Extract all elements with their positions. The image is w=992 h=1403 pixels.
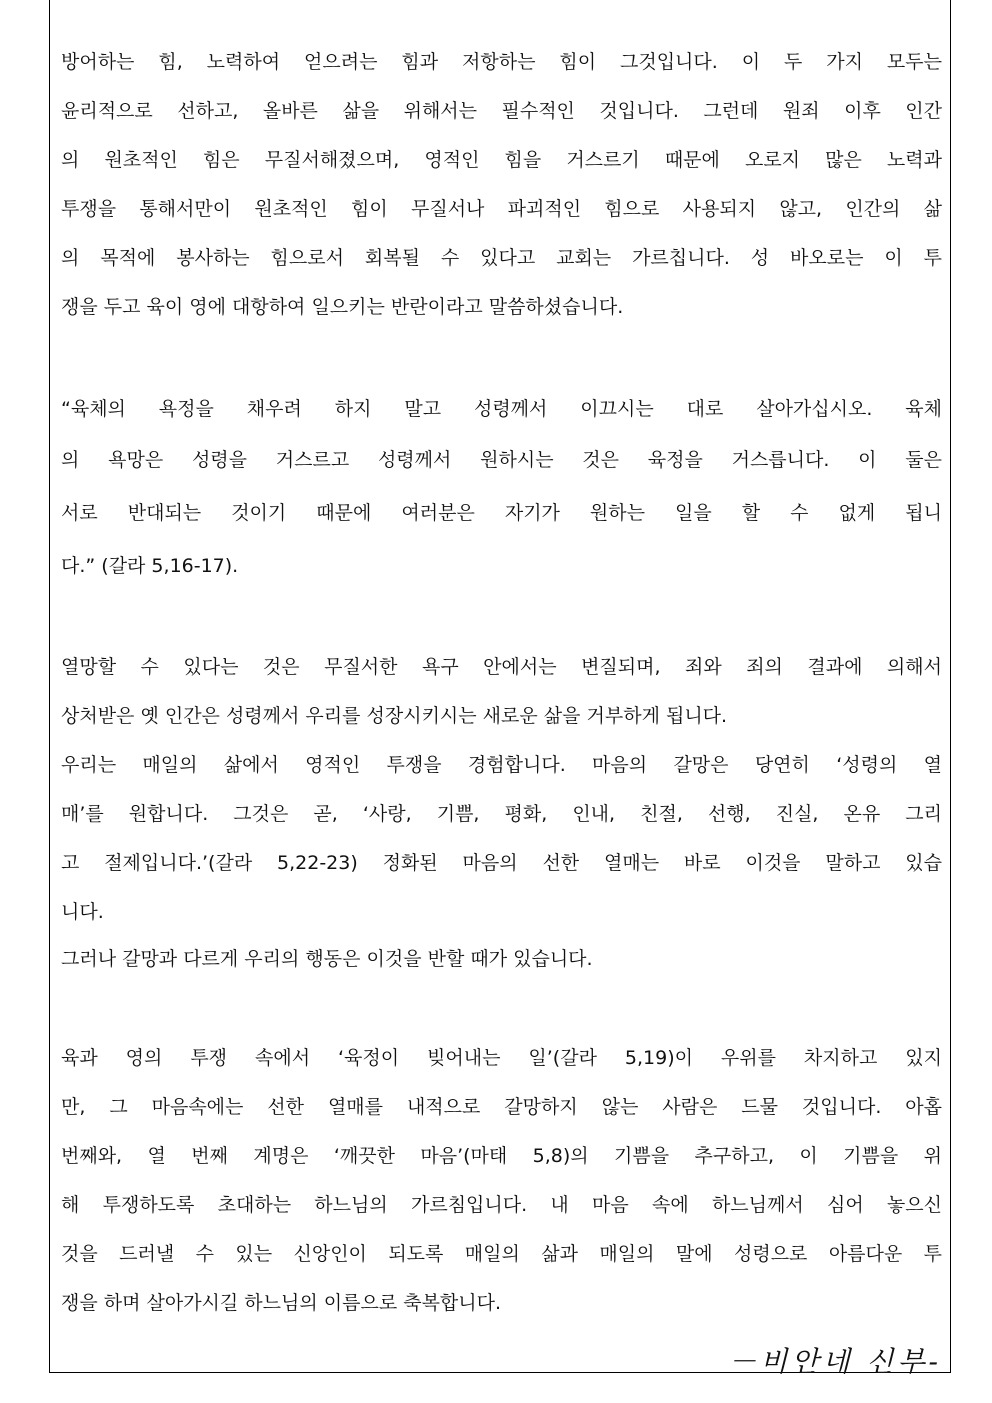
signature: －비안네 신부- <box>728 1345 942 1378</box>
text-line: 고 절제입니다.’(갈라 5,22-23) 정화된 마음의 선한 열매는 바로 이것을 말하고 있습 <box>61 852 942 874</box>
quote-line: 의 욕망은 성령을 거스르고 성령께서 원하시는 것은 육정을 거스릅니다. 이 둘은 <box>61 449 942 471</box>
text-line: 쟁을 하며 살아가시길 하느님의 이름으로 축복합니다. <box>61 1292 502 1314</box>
text-line: 매’를 원합니다. 그것은 곧, ‘사랑, 기쁨, 평화, 인내, 친절, 선행, 진실, 온유 그리 <box>61 803 942 825</box>
text-line: 번째와, 열 번째 계명은 ‘깨끗한 마음’(마태 5,8)의 기쁨을 추구하고, 이 기쁨을 위 <box>61 1145 942 1167</box>
text-line: 열망할 수 있다는 것은 무질서한 욕구 안에서는 변질되며, 죄와 죄의 결과에 의해서 <box>61 656 942 678</box>
text-line: 의 목적에 봉사하는 힘으로서 회복될 수 있다고 교회는 가르칩니다. 성 바오로는 이 투 <box>61 247 942 269</box>
text-line: 육과 영의 투쟁 속에서 ‘육정이 빚어내는 일’(갈라 5,19)이 우위를 차지하고 있지 <box>61 1047 942 1069</box>
text-line: 니다. <box>61 901 104 923</box>
quote-line: 다.” (갈라 5,16-17). <box>61 555 239 577</box>
text-line: 만, 그 마음속에는 선한 열매를 내적으로 갈망하지 않는 사람은 드물 것입니다. 아홉 <box>61 1096 942 1118</box>
text-line: 의 원초적인 힘은 무질서해졌으며, 영적인 힘을 거스르기 때문에 오로지 많은 노력과 <box>61 149 942 171</box>
text-line: 우리는 매일의 삶에서 영적인 투쟁을 경험합니다. 마음의 갈망은 당연히 ‘성령의 열 <box>61 754 942 776</box>
text-line: 해 투쟁하도록 초대하는 하느님의 가르침입니다. 내 마음 속에 하느님께서 심어 놓으신 <box>61 1194 942 1216</box>
text-line: 방어하는 힘, 노력하여 얻으려는 힘과 저항하는 힘이 그것입니다. 이 두 가지 모두는 <box>61 51 942 73</box>
text-line: 그러나 갈망과 다르게 우리의 행동은 이것을 반할 때가 있습니다. <box>61 948 593 970</box>
text-line: 윤리적으로 선하고, 올바른 삶을 위해서는 필수적인 것입니다. 그런데 원죄 이후 인간 <box>61 100 942 122</box>
quote-line: “육체의 욕정을 채우려 하지 말고 성령께서 이끄시는 대로 살아가십시오. 육체 <box>61 398 942 420</box>
text-line: 상처받은 옛 인간은 성령께서 우리를 성장시키시는 새로운 삶을 거부하게 됩니다. <box>61 705 728 727</box>
text-line: 투쟁을 통해서만이 원초적인 힘이 무질서나 파괴적인 힘으로 사용되지 않고, 인간의 삶 <box>61 198 942 220</box>
quote-line: 서로 반대되는 것이기 때문에 여러분은 자기가 원하는 일을 할 수 없게 됩니 <box>61 502 942 524</box>
text-line: 것을 드러낼 수 있는 신앙인이 되도록 매일의 삶과 매일의 말에 성령으로 아름다운 투 <box>61 1243 942 1265</box>
text-line: 쟁을 두고 육이 영에 대항하여 일으키는 반란이라고 말씀하셨습니다. <box>61 296 624 318</box>
